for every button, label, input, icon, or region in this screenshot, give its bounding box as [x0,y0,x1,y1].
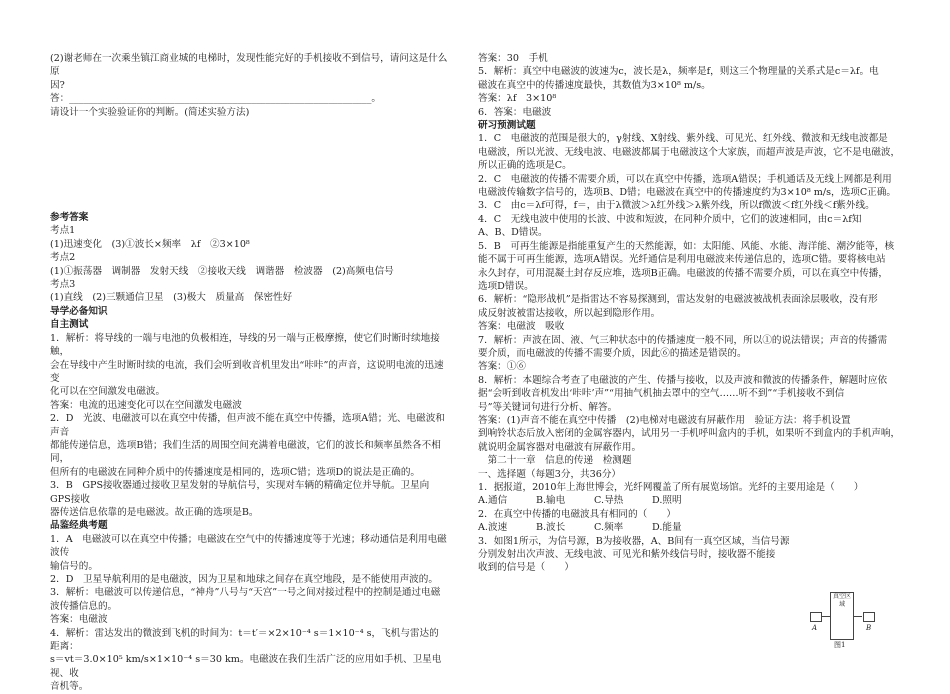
text-line: 答案：电磁波 吸收 [478,321,565,333]
text-line: 永久封存，可用混凝土封存反应堆，选项B正确。电磁波的传播不需要介质，可以在真空中传播， [478,267,888,279]
text-line: 会在导线中产生时断时续的电流，我们会听到收音机里发出“咔咔”的声音，这说明电流的迅速变 [50,359,444,384]
text-line: 电磁波，所以光波、无线电波、电磁波都属于电磁波这个大家族，而超声波是声波，它不是电磁波， [478,146,901,158]
text-line: 选项D错误。 [478,280,534,292]
text-line: 收到的信号是（ ） [478,562,574,574]
connector-left [821,616,830,617]
text-line: 所以正确的选项是C。 [478,160,572,172]
text-line: 答案：(1)声音不能在真空中传播 (2)电梯对电磁波有屏蔽作用 验证方法：将手机设置 [478,414,851,426]
label-b: B [866,624,872,632]
text-line: 答案：电流的迅速变化可以在空间激发电磁波 [50,399,242,411]
text-line: A.通信 B.输电 C.导热 D.照明 [478,495,682,507]
text-line: 4．C 无线电波中使用的长波、中波和短波，在同种介质中，它们的波速相同，由c＝λf知 [478,213,862,225]
text-line: 波传播信息的。 [50,600,118,612]
label-a: A [812,624,818,632]
text-line: 化可以在空间激发电磁波。 [50,386,166,398]
text-line: 3．B GPS接收器通过接收卫星发射的导航信号，实现对车辆的精确定位并导航。卫星向GPS接收 [50,480,430,505]
section-heading: 导学必备知识 [50,305,108,317]
text-line: 1．A 电磁波可以在真空中传播；电磁波在空气中的传播速度等于光速；移动通信是利用电磁波传 [50,533,447,559]
text-line: 2．C 电磁波的传播不需要介质，可以在真空中传播，选项A错误；手机通话及无线上网都是利用 [478,173,892,185]
section-heading: 自主测试 [50,319,89,331]
right-column [478,52,903,575]
text-line: 2．D 光波、电磁波可以在真空中传播，但声波不能在真空中传播，选项A错；光、电磁波和声音 [50,413,445,438]
section-heading: 研习预测试题 [478,120,536,132]
text-line: 1．据报道，2010年上海世博会，光纤网覆盖了所有展览场馆。光纤的主要用途是（ ） [478,482,864,493]
text-line: 请设计一个实验验证你的判断。(简述实验方法) [50,106,250,118]
text-line: (1)①振荡器 调制器 发射天线 ②接收天线 调谐器 检波器 (2)高频电信号 [50,265,394,277]
text-line: 答案：电磁波 [50,614,108,626]
section-heading: 参考答案 [50,212,89,224]
text-line: 要介质，而电磁波的传播不需要介质，因此⑥的描述是错误的。 [478,347,747,359]
text-line: 考点1 [50,225,76,237]
figure-1 [808,590,878,650]
text-line: 考点2 [50,252,76,264]
text-line: (2)谢老师在一次乘坐镇江商业城的电梯时，发现性能完好的手机接收不到信号，请问这是什么原 [50,53,448,78]
receiver-box [863,612,875,622]
text-line: 1．解析：将导线的一端与电池的负极相连，导线的另一端与正极摩擦，使它们时断时续地接触， [50,332,440,358]
text-line: 能不属于可再生能源，选项A错误。光纤通信是利用电磁波来传递信息的，选项C错。要将核电站 [478,254,886,266]
text-line: 都能传递信息，选项B错；我们生活的周围空间充满着电磁波，它们的波长和频率虽然各不相同， [50,439,441,465]
text-line: 答：_______________________________________________________________。 [50,93,381,105]
text-line: 考点3 [50,279,76,291]
text-line: s＝vt＝3.0×10⁵ km/s×1×10⁻⁴ s＝30 km。电磁波在我们生活广泛的应用如手机、卫星电视、收 [50,654,442,679]
text-line: 答案：30 手机 [478,53,548,64]
text-line: 分别发射出次声波、无线电波、可见光和紫外线信号时，接收器不能接 [478,549,776,561]
figure-caption: 图1 [834,641,846,649]
text-line: A、B、D错误。 [478,227,548,239]
text-line: 2．在真空中传播的电磁波具有相同的（ ） [478,508,676,520]
text-line: 1．C 电磁波的范围是很大的，γ射线、X射线、紫外线、可见光、红外线、微波和无线电波都是 [478,133,888,145]
text-line: 因? [50,79,65,91]
text-line: 成反射波被雷达接收，所以起到隐形作用。 [478,307,661,319]
text-line: 6．解析：“隐形战机”是指雷达不容易探测到，雷达发射的电磁波被战机表面涂层吸收，没有形 [478,294,878,306]
text-line: 答案：λf 3×10⁸ [478,93,557,105]
text-line: 5．解析：真空中电磁波的波速为c，波长是λ，频率是f，则这三个物理量的关系式是c＝λf。电 [478,66,879,78]
text-line: 据“会听到收音机发出‘咔咔’声”“用抽气机抽去罩中的空气……听不到”“手机接收不到信 [478,388,845,400]
section-heading: 品鉴经典考题 [50,520,108,532]
text-line: 2．D 卫星导航利用的是电磁波，因为卫星和地球之间存在真空地段，是不能使用声波的。 [50,574,438,585]
text-line: 7．解析：声波在固、液、气三种状态中的传播速度一般不同，所以①的说法错误；声音的传播需 [478,334,888,346]
text-line: 答案：①⑥ [478,361,526,373]
text-line: 3．如图1所示，为信号源，B为接收器，A、B间有一真空区域，当信号源 [478,535,790,547]
text-line: A.波速 B.波长 C.频率 D.能量 [478,522,682,534]
text-line: 第二十一章 信息的传递 检测题 [478,455,632,467]
signal-source-box [810,612,822,622]
text-line: 输信号的。 [50,560,98,572]
text-line: 一、选择题（每题3分，共36分） [478,468,622,480]
vacuum-region [830,592,854,640]
text-line: (1)迅速变化 (3)①波长×频率 λf ②3×10⁸ [50,238,250,250]
text-line: 6．答案：电磁波 [478,106,552,118]
text-line: 电磁波传输数字信号的，选项B、D错；电磁波在真空中的传播速度约为3×10⁸ m/s，选项C正确。 [478,187,896,199]
text-line: 3．C 由c＝λf可得，f＝，由于λ微波＞λ红外线＞λ紫外线，所以f微波＜f红外线＜f紫外线。 [478,200,875,212]
vacuum-label: 真空区域 [832,593,851,608]
text-line: 到响铃状态后放入密闭的金属容器内，试用另一手机呼叫盒内的手机，如果听不到盒内的手机声响， [478,428,901,440]
text-line: 磁波在真空中的传播速度最快，其数值为3×10⁸ m/s。 [478,79,711,91]
text-line: 音机等。 [50,681,89,693]
text-line: 器传送信息依靠的是电磁波。故正确的选项是B。 [50,506,259,518]
connector-right [853,616,862,617]
text-line: 号”等关键词句进行分析、解答。 [478,401,618,413]
text-line: 但所有的电磁波在同种介质中的传播速度是相同的，选项C错；选项D的说法是正确的。 [50,466,421,478]
text-line: 就说明金属容器对电磁波有屏蔽作用。 [478,441,642,453]
text-line: (1)直线 (2)三颗通信卫星 (3)极大 质量高 保密性好 [50,292,293,304]
text-line: 8．解析：本题综合考查了电磁波的产生、传播与接收，以及声波和微波的传播条件，解题时应依 [478,374,888,386]
text-line: 3．解析：电磁波可以传递信息，“神舟”八号与“天宫”一号之间对接过程中的控制是通过电磁 [50,587,441,599]
left-column [50,52,448,694]
text-line: 5．B 可再生能源是指能重复产生的天然能源，如：太阳能、风能、水能、海洋能、潮汐能等，核 [478,240,895,252]
text-line: 4．解析：雷达发出的微波到飞机的时间为：t＝t′＝×2×10⁻⁴ s＝1×10⁻⁴ s，飞机与雷达的距离： [50,627,439,653]
blank-space [50,119,448,211]
